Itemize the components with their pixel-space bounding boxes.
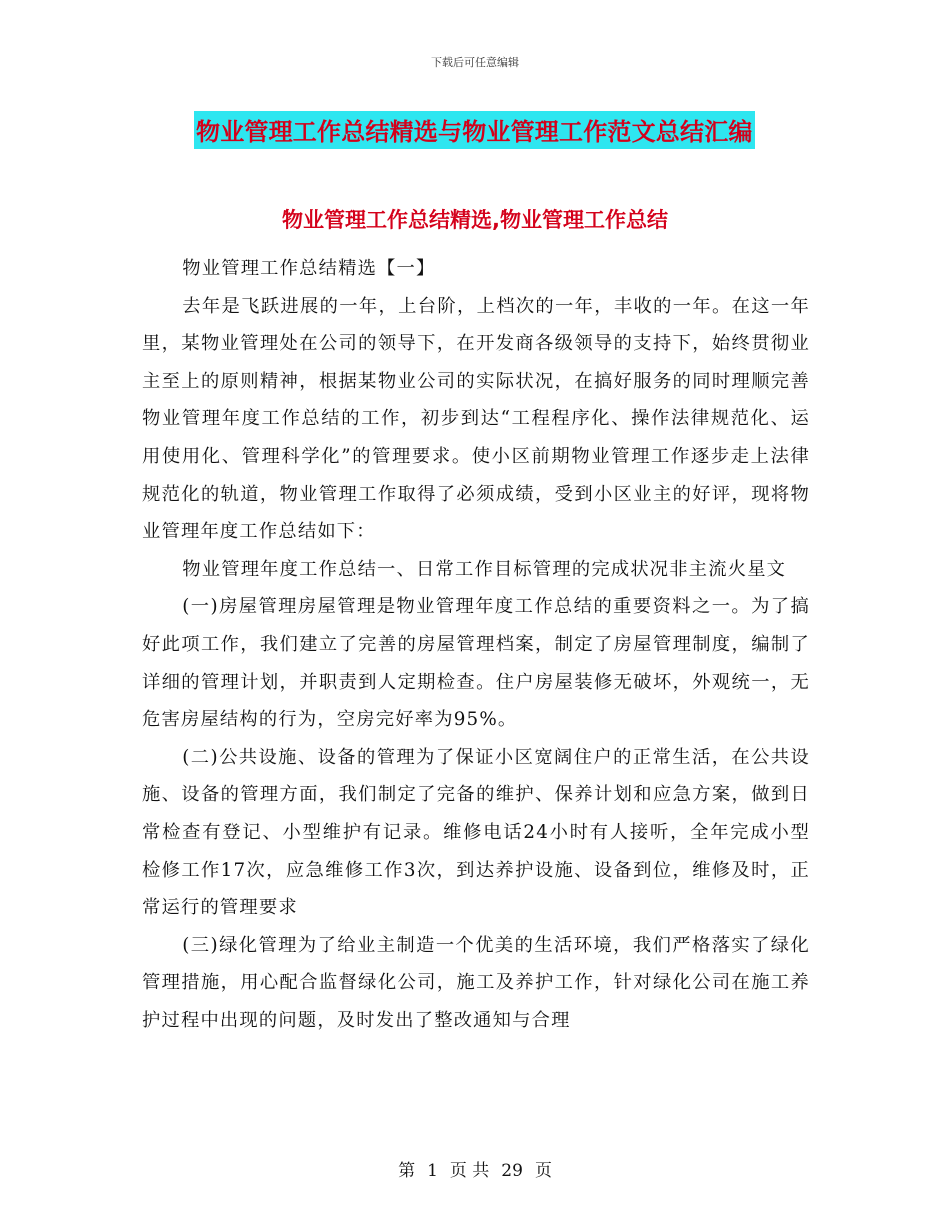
section-heading: 物业管理工作总结精选【一】 [182,258,436,279]
page-header-note: 下载后可任意编辑 [431,56,519,69]
document-subtitle: 物业管理工作总结精选,物业管理工作总结 [282,208,668,232]
footer-total-pages: 29 [501,1161,523,1181]
page-footer [0,1156,950,1181]
body-paragraph: (一)房屋管理房屋管理是物业管理年度工作总结的重要资料之一。为了搞好此项工作，我们建立了完善的房屋管理档案，制定了房屋管理制度，编制了详细的管理计划，并职责到人定期检查。住户房屋装修无破坏，外观统一，无危害房屋结构的行为，空房完好率为95%。 [142,596,810,731]
body-paragraph: 去年是飞跃进展的一年，上台阶，上档次的一年，丰收的一年。在这一年里，某物业管理处在公司的领导下，在开发商各级领导的支持下，始终贯彻业主至上的原则精神，根据某物业公司的实际状况，在搞好服务的同时理顺完善物业管理年度工作总结的工作，初步到达“工程程序化、操作法律规范化、运用使用化、管理科学化”的管理要求。使小区前期物业管理工作逐步走上法律规范化的轨道，物业管理工作取得了必须成绩，受到小区业主的好评，现将物业管理年度工作总结如下： [142,295,810,543]
footer-suffix: 页 [534,1161,552,1181]
body-paragraph: (二)公共设施、设备的管理为了保证小区宽阔住户的正常生活，在公共设施、设备的管理方面，我们制定了完备的维护、保养计划和应急方案，做到日常检查有登记、小型维护有记录。维修电话24小时有人接听，全年完成小型检修工作17次，应急维修工作3次，到达养护设施、设备到位，维修及时，正常运行的管理要求 [142,746,810,919]
footer-page-number: 1 [427,1161,438,1181]
body-paragraph: 物业管理年度工作总结一、日常工作目标管理的完成状况非主流火星文 [182,558,787,580]
body-paragraph: (三)绿化管理为了给业主制造一个优美的生活环境，我们严格落实了绿化管理措施，用心配合监督绿化公司，施工及养护工作，针对绿化公司在施工养护过程中出现的问题，及时发出了整改通知与合理 [142,934,810,1031]
document-title: 物业管理工作总结精选与物业管理工作范文总结汇编 [194,111,755,149]
footer-middle: 页 共 [449,1161,490,1181]
document-body [142,250,810,1039]
footer-prefix: 第 [398,1161,416,1181]
